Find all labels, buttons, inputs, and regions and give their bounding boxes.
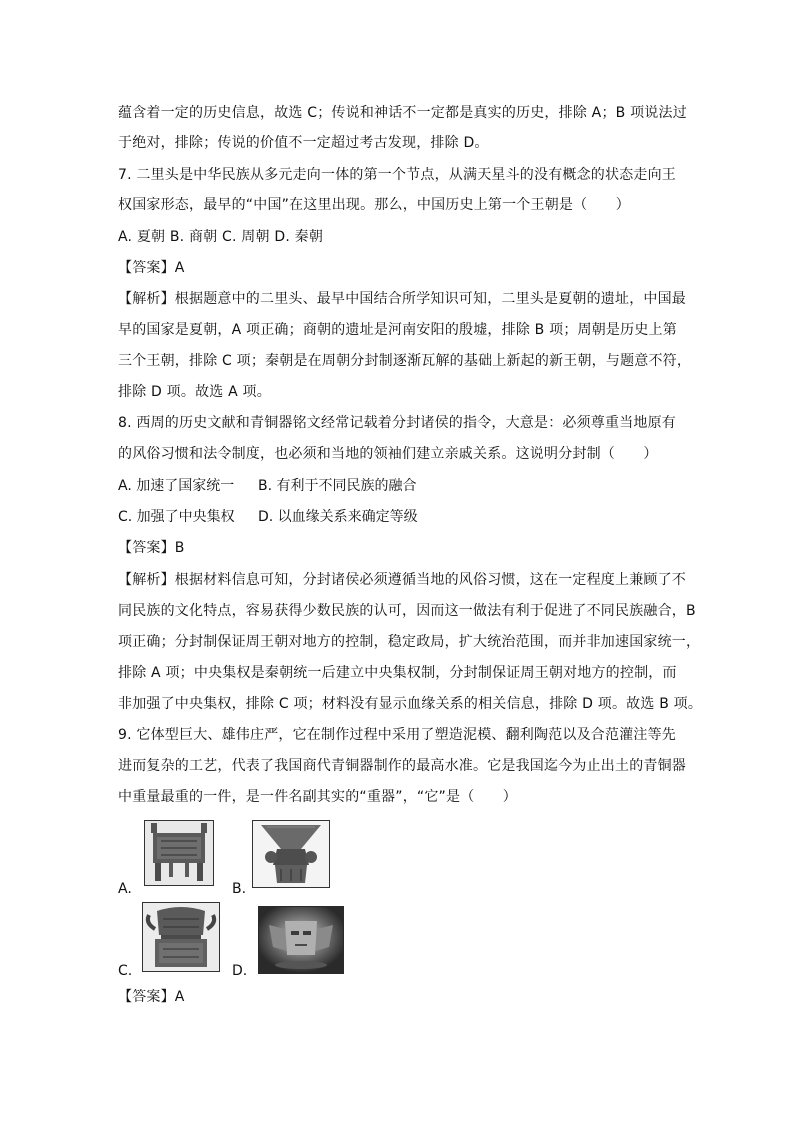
option-8-d: D. 以血缘关系来确定等级: [258, 509, 418, 525]
question-8-line: 的风俗习惯和法令制度，也必须和当地的领袖们建立亲戚关系。这说明分封制（ ）: [118, 446, 658, 462]
question-9-line: 9. 它体型巨大、雄伟庄严，它在制作过程中采用了塑造泥模、翻利陶范以及合范灌注等先: [118, 727, 677, 743]
text-line: 蕴含着一定的历史信息，故选 C；传说和神话不一定都是真实的历史，排除 A；B 项说法过: [118, 105, 687, 121]
question-9-line: 进而复杂的工艺，代表了我国商代青铜器制作的最高水准。它是我国迄今为止出土的青铜器: [118, 758, 686, 774]
bronze-ding-image: [144, 820, 214, 886]
analysis-8-line: 排除 A 项；中央集权是秦朝统一后建立中央集权制，分封制保证周王朝对地方的控制，而: [118, 665, 677, 681]
question-7-options: A. 夏朝 B. 商朝 C. 周朝 D. 秦朝: [118, 229, 324, 245]
bronze-gui-icon: [143, 903, 219, 971]
option-8-b: B. 有利于不同民族的融合: [258, 478, 417, 494]
answer-8: 【答案】B: [118, 540, 185, 556]
analysis-8-line: 非加强了中央集权，排除 C 项；材料没有显示血缘关系的相关信息，排除 D 项。故选 B 项。: [118, 696, 703, 712]
option-9-a-label: A.: [118, 881, 132, 897]
question-9-line: 中重量最重的一件，是一件名副其实的“重器”，“它”是（ ）: [118, 789, 518, 805]
bronze-zun-icon: [253, 821, 329, 887]
answer-9: 【答案】A: [118, 989, 185, 1005]
option-9-d-label: D.: [232, 963, 248, 979]
option-9-b-label: B.: [232, 881, 247, 897]
analysis-7-line: 排除 D 项。故选 A 项。: [118, 384, 271, 400]
text-line: 于绝对，排除；传说的价值不一定超过考古发现，排除 D。: [118, 135, 489, 151]
document-page: [118, 0, 703, 1123]
bronze-zun-image: [252, 820, 330, 888]
analysis-7-line: 【解析】根据题意中的二里头、最早中国结合所学知识可知，二里头是夏朝的遗址，中国最: [118, 291, 686, 307]
bronze-mask-icon: [259, 907, 343, 973]
option-8-a: A. 加速了国家统一: [118, 478, 235, 494]
option-8-c: C. 加强了中央集权: [118, 509, 235, 525]
analysis-8-line: 【解析】根据材料信息可知，分封诸侯必须遵循当地的风俗习惯，这在一定程度上兼顾了不: [118, 572, 686, 588]
analysis-7-line: 早的国家是夏朝，A 项正确；商朝的遗址是河南安阳的殷墟，排除 B 项；周朝是历史上第: [118, 322, 677, 338]
question-8-line: 8. 西周的历史文献和青铜器铭文经常记载着分封诸侯的指令，大意是：必须尊重当地原有: [118, 415, 677, 431]
question-7-line: 权国家形态，最早的“中国”在这里出现。那么，中国历史上第一个王朝是（ ）: [118, 197, 630, 213]
analysis-8-line: 同民族的文化特点，容易获得少数民族的认可，因而这一做法有利于促进了不同民族融合，B: [118, 603, 696, 619]
option-9-c-label: C.: [118, 963, 133, 979]
bronze-mask-image: [258, 906, 344, 974]
analysis-8-line: 项正确；分封制保证周王朝对地方的控制，稳定政局，扩大统治范围，而并非加速国家统一，: [118, 634, 701, 650]
analysis-7-line: 三个王朝，排除 C 项；秦朝是在周朝分封制逐渐瓦解的基础上新起的新王朝，与题意不符，: [118, 353, 692, 369]
question-7-line: 7. 二里头是中华民族从多元走向一体的第一个节点，从满天星斗的没有概念的状态走向王: [118, 167, 677, 183]
bronze-gui-image: [142, 902, 220, 972]
answer-7: 【答案】A: [118, 260, 185, 276]
bronze-ding-icon: [145, 821, 213, 885]
